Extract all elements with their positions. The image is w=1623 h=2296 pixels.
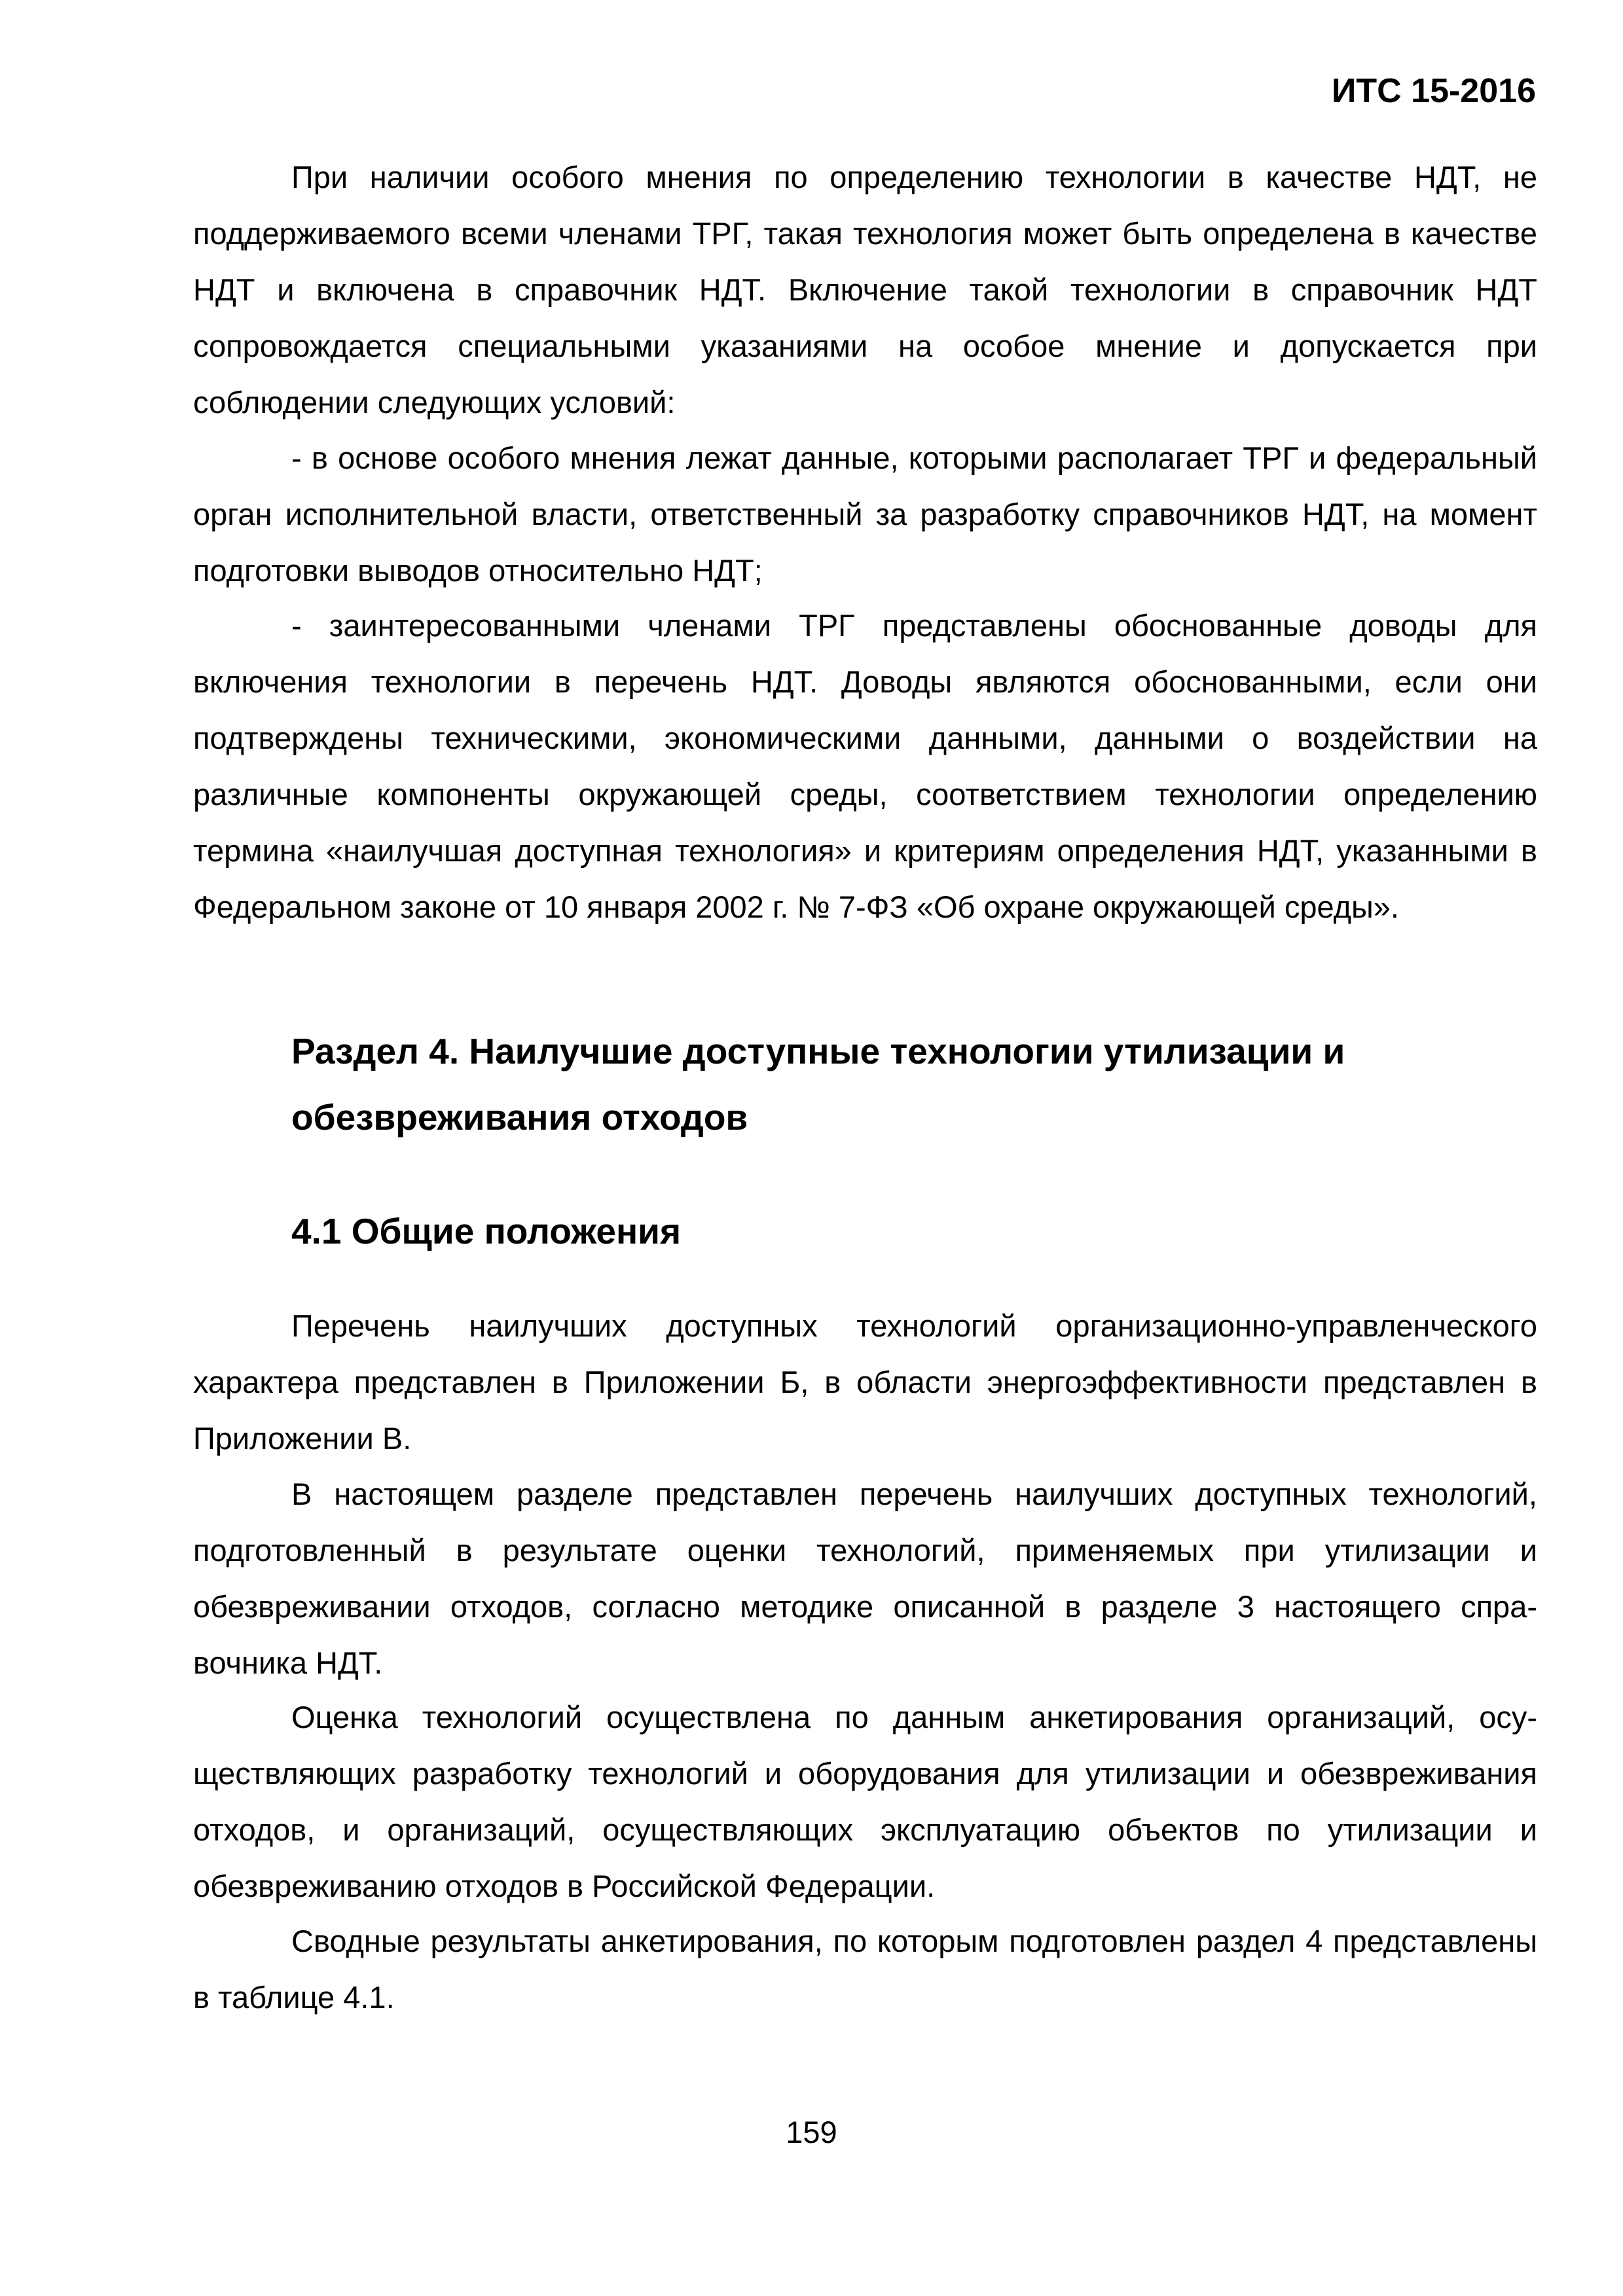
section-title: Раздел 4. Наилучшие доступные технологии утилизации и обезвреживания отходов [291, 1031, 1345, 1138]
paragraph-intro: При наличии особого мнения по определению технологии в качестве НДТ, не поддерживаемого всеми членами ТРГ, такая технология может быть определена в качестве НДТ и включена в справочник НДТ. Включение такой технологии в справочник НДТ сопровождается специальными указаниями на особое мнение и допускается при соблюдении следующих условий: [193, 160, 1537, 420]
paragraph-summary: Сводные результаты анкетирования, по которым подготовлен раздел 4 представлены в таблице 4.1. [193, 1924, 1537, 2015]
paragraph-block-condition-1 [193, 430, 1537, 599]
paragraph-block-summary [193, 1913, 1537, 2026]
document-code: ИТС 15-2016 [1332, 72, 1536, 110]
paragraph-block-list-intro [193, 1298, 1537, 1467]
paragraph-block-intro [193, 149, 1537, 431]
paragraph-assessment: Оценка технологий осуществлена по данным анкетирования организаций, осуществляющих разработку технологий и оборудования для утилизации и обезвреживания отходов, и организаций, осуществляющих эксплуатацию объектов по утилизации и обезвреживанию отходов в Российской Федерации. [193, 1700, 1537, 1903]
paragraph-section-scope: В настоящем разделе представлен перечень наилучших доступных технологий, подготовленный в результате оценки технологий, применяемых при утилизации и обезвреживании отходов, согласно методике описанной в разделе 3 настоящего справочника НДТ. [193, 1477, 1537, 1680]
subsection-title: 4.1 Общие положения [291, 1211, 682, 1251]
paragraph-block-condition-2 [193, 598, 1537, 935]
list-item-condition-1: - в основе особого мнения лежат данные, которыми располагает ТРГ и федеральный орган исполнительной власти, ответственный за разработку справочников НДТ, на момент подготовки выводов относительно НДТ; [193, 440, 1537, 588]
paragraph-list-intro: Перечень наилучших доступных технологий организационно-управленческого характера представлен в Приложении Б, в области энергоэффективности представлен в Приложении В. [193, 1308, 1537, 1456]
page-number: 159 [786, 2115, 837, 2149]
list-item-condition-2: - заинтересованными членами ТРГ представлены обоснованные доводы для включения технологии в перечень НДТ. Доводы являются обоснованными, если они подтверждены техническими, экономическими данными, данными о воздействии на различные компоненты окружающей среды, соответствием технологии определению термина «наилучшая доступная технология» и критериям определения НДТ, указанными в Федеральном законе от 10 января 2002 г. № 7-ФЗ «Об охране окружающей среды». [193, 608, 1537, 924]
paragraph-block-section-scope [193, 1466, 1537, 1691]
paragraph-block-assessment [193, 1689, 1537, 1914]
